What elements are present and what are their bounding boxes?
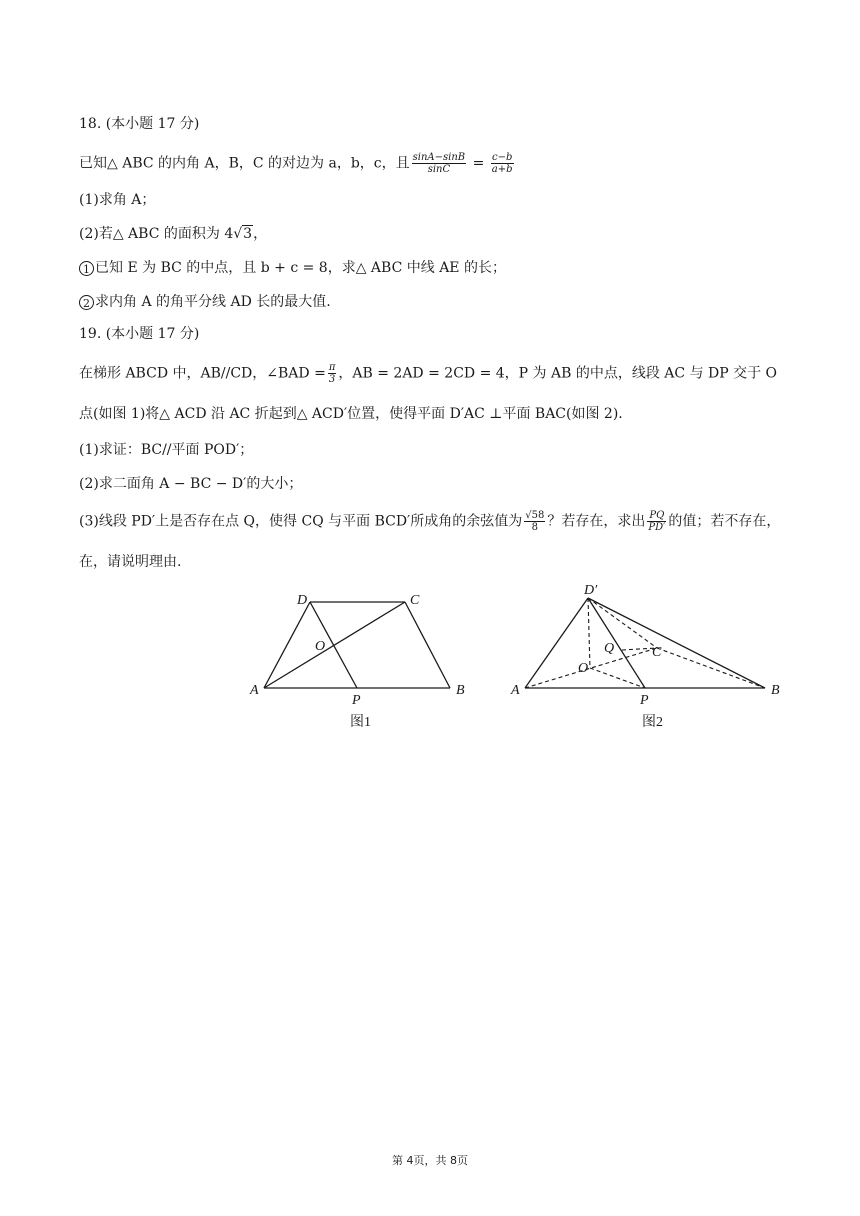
label-C: C <box>652 645 662 660</box>
label-Q: Q <box>604 641 615 656</box>
q19-header: 19. (本小题 17 分) <box>79 326 200 342</box>
segment-DO-dashed <box>588 598 590 668</box>
label-P: P <box>352 693 361 708</box>
figure-2-hidden-edges <box>525 598 765 688</box>
fraction-numerator: c−b <box>491 152 513 163</box>
label-B: B <box>771 683 780 698</box>
q19-stem-line2: 点(如图 1)将△ ACD 沿 AC 折起到△ ACD′位置，使得平面 D′AC ⊥平面 BAC(如图 2). <box>79 406 623 422</box>
sqrt-symbol: √3 <box>233 226 253 242</box>
equals-sign: = <box>468 155 489 172</box>
q18-sub2-text: 求内角 A 的角平分线 AD 长的最大值. <box>95 294 331 310</box>
figure-2-labels <box>510 583 780 730</box>
q18-part1: (1)求角 A； <box>79 192 156 208</box>
q19-stem-line1 <box>79 362 777 385</box>
segment-DP <box>588 598 645 688</box>
figure-2-caption: 图2 <box>642 715 663 730</box>
label-O: O <box>315 639 326 654</box>
figure-1 <box>264 602 450 688</box>
segment-DB <box>588 598 765 688</box>
label-P: P <box>640 693 649 708</box>
q18-sub2 <box>79 292 331 312</box>
segment-DC-dashed <box>588 598 657 648</box>
label-C: C <box>410 593 420 608</box>
label-D: D <box>297 593 308 608</box>
radicand: 3 <box>243 226 253 242</box>
segment-CB <box>405 602 450 688</box>
fraction-denominator: a+b <box>491 164 513 175</box>
figure-1-caption: 图1 <box>350 715 371 730</box>
label-B: B <box>456 683 465 698</box>
q19-part2: (2)求二面角 A − BC − D′的大小； <box>79 476 303 492</box>
circled-number-icon: 1 <box>79 261 94 276</box>
q18-stem-text: 已知△ ABC 的内角 A，B，C 的对边为 a，b，c，且 <box>79 155 410 172</box>
fraction-numerator: π <box>328 362 336 373</box>
fraction-numerator: sinA−sinB <box>412 152 466 163</box>
segment-CB-dashed <box>657 648 765 688</box>
figure-1-labels <box>249 593 465 730</box>
q18-stem <box>79 152 516 175</box>
label-D-prime: D′ <box>584 583 598 598</box>
fraction-numerator: √58 <box>525 510 545 521</box>
q19-stem-text: 在梯形 ABCD 中，AB//CD，∠BAD = <box>79 365 326 382</box>
fraction-numerator: PQ <box>647 510 666 522</box>
q19-part3-text: (3)线段 PD′上是否存在点 Q，使得 CQ 与平面 BCD′所成角的余弦值为 <box>79 513 523 530</box>
segment-AD <box>264 602 310 688</box>
fraction-denominator: PD′ <box>648 522 666 533</box>
q18-fraction-sides <box>491 152 514 175</box>
label-A: A <box>511 683 520 698</box>
q19-part1: (1)求证：BC//平面 POD′； <box>79 442 254 458</box>
q18-sub1-text: 已知 E 为 BC 的中点，且 b + c = 8，求△ ABC 中线 AE 的长； <box>95 260 506 276</box>
q18-part2 <box>79 224 267 244</box>
q19-part3 <box>79 510 780 533</box>
q19-part3-cont: 在，请说明理由. <box>79 554 182 570</box>
figures-area <box>0 580 860 740</box>
fraction-denominator: 3 <box>328 374 336 385</box>
label-A: A <box>250 683 259 698</box>
q18-header: 18. (本小题 17 分) <box>79 116 200 132</box>
label-O: O <box>578 661 589 676</box>
q18-part2-text: (2)若△ ABC 的面积为 4 <box>79 226 234 242</box>
q19-stem-text: ，AB = 2AD = 2CD = 4，P 为 AB 的中点，线段 AC 与 DP 交于 O <box>338 365 778 382</box>
figure-2 <box>525 598 765 688</box>
segment-OP-dashed <box>590 668 645 688</box>
ratio-fraction <box>647 510 666 533</box>
fraction-denominator: sinC <box>427 164 451 175</box>
cosine-value-fraction <box>524 510 545 533</box>
pi-over-three-fraction <box>328 362 337 385</box>
segment-AC <box>264 602 405 688</box>
fraction-denominator: 8 <box>531 522 538 533</box>
q18-fraction-sin <box>412 152 467 175</box>
q19-part3-text: ？若存在，求出 <box>547 513 646 530</box>
circled-number-icon: 2 <box>79 295 94 310</box>
q18-sub1 <box>79 258 506 278</box>
q18-part2-comma: ， <box>253 226 268 242</box>
page-footer: 第 4页，共 8页 <box>392 1154 468 1167</box>
q19-part3-text: 的值；若不存在， <box>668 513 781 530</box>
